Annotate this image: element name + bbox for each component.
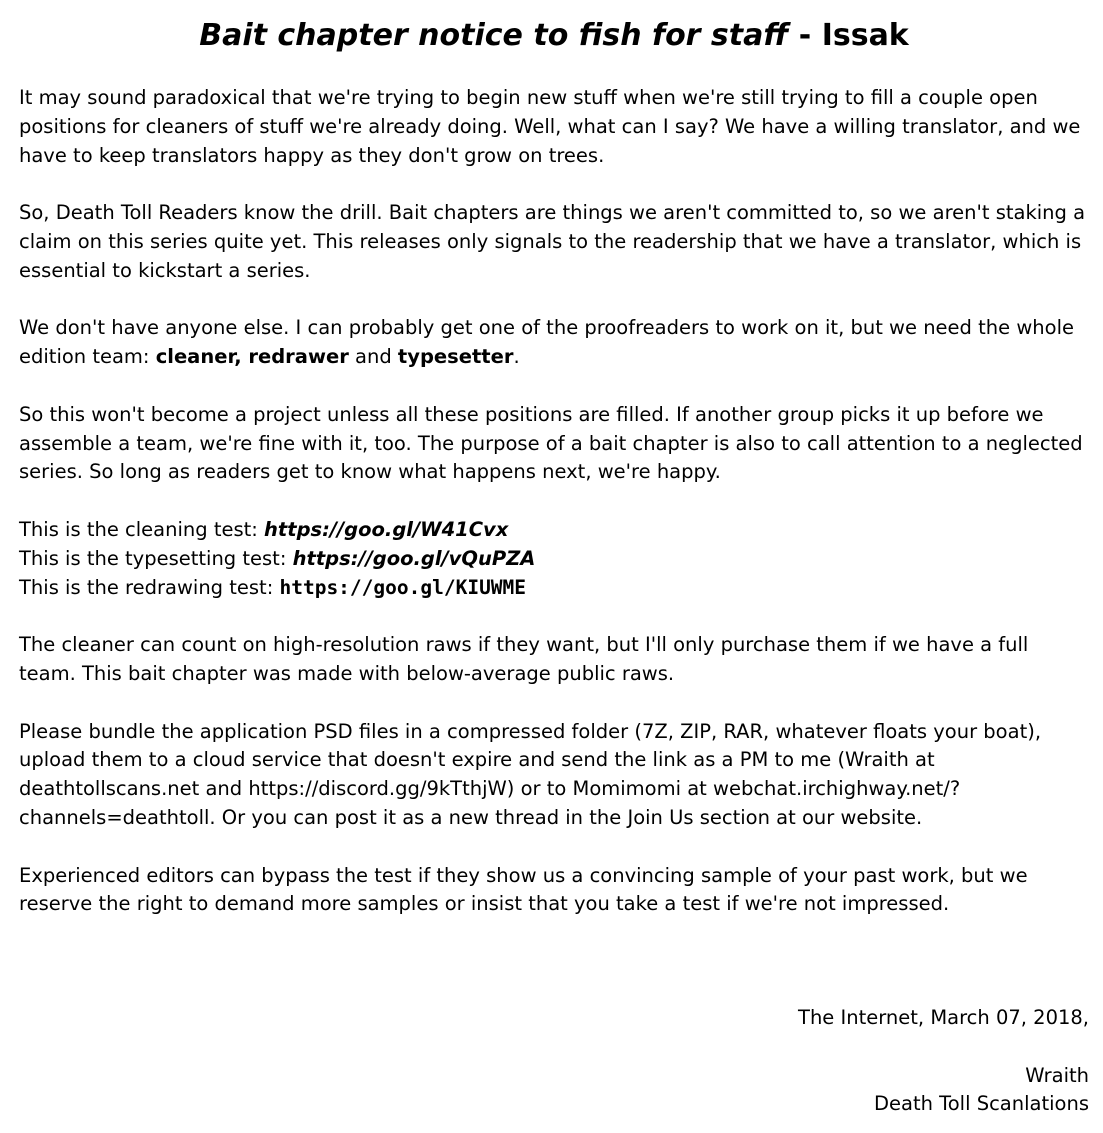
typesetting-test-label: This is the typesetting test: xyxy=(19,546,293,570)
notice-body xyxy=(19,84,1089,919)
closing-block xyxy=(798,1004,1089,1119)
cleaning-test-label: This is the cleaning test: xyxy=(19,517,265,541)
group-name: Death Toll Scanlations xyxy=(873,1092,1089,1116)
paragraph-team-needed xyxy=(19,314,1089,372)
place-date: The Internet, March 07, 2018, xyxy=(798,1006,1089,1029)
redrawing-test-link[interactable]: https://goo.gl/KIUWME xyxy=(279,575,527,599)
title-main: Bait chapter notice to fish for staff xyxy=(199,18,789,53)
paragraph-raws: The cleaner can count on high-resolution raws if they want, but I'll only purchase them if we have a full team. This bait chapter was made with below-average public raws. xyxy=(19,633,1029,685)
paragraph-bait-explanation: So, Death Toll Readers know the drill. Bait chapters are things we aren't committed to, so we aren't staking a claim on this series quite yet. This releases only signals to the readership that we have a translator, which is essential to kickstart a series. xyxy=(19,201,1086,282)
notice-document xyxy=(19,14,1089,919)
paragraph-submission: Please bundle the application PSD files in a compressed folder (7Z, ZIP, RAR, whatever floats your boat), upload them to a cloud service that doesn't expire and send the link as a PM to me (Wraith at deathtollscans.net and https://discord.gg/9kTthjW) or to Momimomi at webchat.irchighway.net/?channels=deathtoll. Or you can post it as a new thread in the Join Us section at our website. xyxy=(19,719,1042,829)
paragraph-intro: It may sound paradoxical that we're trying to begin new stuff when we're still trying to fill a couple open positions for cleaners of stuff we're already doing. Well, what can I say? We have a willing translator, and we have to keep translators happy as they don't grow on trees. xyxy=(19,86,1081,167)
redrawing-test-label: This is the redrawing test: xyxy=(19,575,280,599)
title-separator: - xyxy=(788,18,822,53)
closing-gap xyxy=(798,1033,1089,1062)
title-author: Issak xyxy=(821,18,909,53)
team-end-text: . xyxy=(513,345,520,369)
paragraph-experienced-editors: Experienced editors can bypass the test if they show us a convincing sample of your past work, but we reserve the right to demand more samples or insist that you take a test if we're not impressed. xyxy=(19,863,1028,916)
tests-list xyxy=(19,516,1089,602)
cleaning-test-line xyxy=(19,516,1089,545)
redrawing-test-line xyxy=(19,574,1089,603)
paragraph-project-conditions: So this won't become a project unless all these positions are filled. If another group picks it up before we assemble a team, we're fine with it, too. The purpose of a bait chapter is also to call attention to a neglected series. So long as readers get to know what happens next, we're happy. xyxy=(19,402,1083,484)
team-lead-text: We don't have anyone else. I can probably get one of the proofreaders to work on it, but we need the whole edition team: xyxy=(19,316,1074,369)
team-mid-text: and xyxy=(348,345,398,369)
page-title xyxy=(19,14,1089,58)
role-typesetter: typesetter xyxy=(397,345,514,369)
role-cleaner-redrawer: cleaner, redrawer xyxy=(155,345,349,369)
typesetting-test-link[interactable]: https://goo.gl/vQuPZA xyxy=(292,546,536,570)
typesetting-test-line xyxy=(19,545,1089,574)
signature: Wraith xyxy=(1025,1063,1089,1087)
cleaning-test-link[interactable]: https://goo.gl/W41Cvx xyxy=(264,517,509,541)
